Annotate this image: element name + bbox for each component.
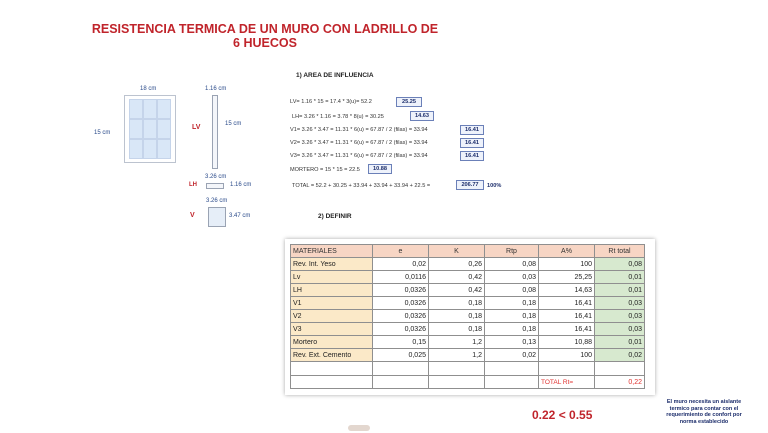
- lv-height-dim: 15 cm: [225, 121, 242, 127]
- header-rtp: Rtp: [485, 245, 539, 258]
- brick-width-dim: 18 cm: [140, 86, 157, 92]
- brick-hole: [157, 119, 171, 139]
- cell-k: 0,42: [429, 284, 485, 297]
- lv-width-dim: 1.16 cm: [205, 86, 227, 92]
- cell-rtp: 0,08: [485, 258, 539, 271]
- brick-height-dim: 15 cm: [94, 130, 111, 136]
- cell-e: 0,025: [373, 349, 429, 362]
- cell-k: 0,26: [429, 258, 485, 271]
- brick-hole: [129, 99, 143, 119]
- calc-mortero: MORTERO = 15 * 15 = 22.5: [290, 167, 360, 173]
- cell-material: V1: [291, 297, 373, 310]
- table-row: [291, 271, 645, 284]
- calc-v2-value: 16.41: [460, 138, 484, 148]
- cell-a-percent: 10,88: [539, 336, 595, 349]
- cell-a-percent: 16,41: [539, 310, 595, 323]
- table-row: [291, 336, 645, 349]
- cell-material: Mortero: [291, 336, 373, 349]
- calc-lh-value: 14.63: [410, 111, 434, 121]
- scroll-handle[interactable]: [348, 425, 370, 431]
- cell-rtp: 0,18: [485, 323, 539, 336]
- calc-lv-value: 25.25: [396, 97, 422, 107]
- v-width-dim: 3.26 cm: [206, 198, 228, 204]
- brick-hole: [129, 119, 143, 139]
- cell-material: V2: [291, 310, 373, 323]
- v-height-dim: 3.47 cm: [229, 213, 251, 219]
- brick-hole: [157, 139, 171, 159]
- cell-material: Rev. Ext. Cemento: [291, 349, 373, 362]
- cell-rtp: 0,02: [485, 349, 539, 362]
- cell-a-percent: 14,63: [539, 284, 595, 297]
- lv-shape: [212, 95, 218, 169]
- cell-k: 0,18: [429, 323, 485, 336]
- cell-k: 0,18: [429, 297, 485, 310]
- cell-rt-total: 0,03: [595, 323, 645, 336]
- cell-rt-total: 0,03: [595, 310, 645, 323]
- total-rt-label: TOTAL Rt=: [539, 376, 595, 389]
- cell-rt-total: 0,01: [595, 336, 645, 349]
- cell-rtp: 0,13: [485, 336, 539, 349]
- table-row: [291, 284, 645, 297]
- brick-hole: [143, 139, 157, 159]
- calc-lv: LV= 1.16 * 15 = 17.4 * 3(u)= 52.2: [290, 99, 372, 105]
- lv-label: LV: [192, 124, 201, 131]
- brick-hole: [157, 99, 171, 119]
- table-row-empty: [291, 362, 645, 376]
- calc-v2: V2= 3.26 * 3.47 = 11.31 * 6(u) = 67.87 / 2 (filas) = 33.94: [290, 140, 428, 146]
- page-title: [70, 22, 460, 50]
- lh-height-dim: 1.16 cm: [230, 182, 252, 188]
- cell-a-percent: 16,41: [539, 297, 595, 310]
- cell-k: 1,2: [429, 336, 485, 349]
- table-header-row: [291, 245, 645, 258]
- cell-e: 0,02: [373, 258, 429, 271]
- brick-hole: [143, 119, 157, 139]
- cell-e: 0,0326: [373, 323, 429, 336]
- lh-width-dim: 3.26 cm: [205, 174, 227, 180]
- calc-mortero-value: 10.88: [368, 164, 392, 174]
- cell-rtp: 0,18: [485, 297, 539, 310]
- title-line-2: 6 HUECOS: [233, 36, 297, 50]
- lh-label: LH: [189, 182, 197, 188]
- total-rt-value: 0,22: [595, 376, 645, 389]
- table-total-row: [291, 376, 645, 389]
- cell-material: V3: [291, 323, 373, 336]
- cell-e: 0,0326: [373, 310, 429, 323]
- cell-rtp: 0,03: [485, 271, 539, 284]
- cell-rtp: 0,08: [485, 284, 539, 297]
- cell-rt-total: 0,01: [595, 271, 645, 284]
- calc-v1-value: 16.41: [460, 125, 484, 135]
- cell-e: 0,15: [373, 336, 429, 349]
- v-label: V: [190, 212, 195, 219]
- cell-material: Lv: [291, 271, 373, 284]
- table-row: [291, 258, 645, 271]
- cell-k: 0,42: [429, 271, 485, 284]
- cell-a-percent: 16,41: [539, 323, 595, 336]
- cell-k: 0,18: [429, 310, 485, 323]
- cell-a-percent: 100: [539, 349, 595, 362]
- v-shape: [208, 207, 226, 227]
- header-k: K: [429, 245, 485, 258]
- cell-a-percent: 100: [539, 258, 595, 271]
- cell-k: 1,2: [429, 349, 485, 362]
- cell-rt-total: 0,08: [595, 258, 645, 271]
- cell-rtp: 0,18: [485, 310, 539, 323]
- table-row: [291, 323, 645, 336]
- section-definir: 2) DEFINIR: [318, 213, 352, 220]
- cell-e: 0,0326: [373, 297, 429, 310]
- section-area-influencia: 1) AREA DE INFLUENCIA: [296, 72, 374, 79]
- table-row: [291, 310, 645, 323]
- header-materiales: MATERIALES: [291, 245, 373, 258]
- cell-rt-total: 0,03: [595, 297, 645, 310]
- cell-e: 0,0116: [373, 271, 429, 284]
- lh-shape: [206, 183, 224, 189]
- cell-material: Rev. Int. Yeso: [291, 258, 373, 271]
- cell-rt-total: 0,01: [595, 284, 645, 297]
- calc-v1: V1= 3.26 * 3.47 = 11.31 * 6(u) = 67.87 / 2 (filas) = 33.94: [290, 127, 428, 133]
- brick-hole: [143, 99, 157, 119]
- cell-e: 0,0326: [373, 284, 429, 297]
- header-rt-total: Rt total: [595, 245, 645, 258]
- calc-v3: V3= 3.26 * 3.47 = 11.31 * 6(u) = 67.87 / 2 (filas) = 33.94: [290, 153, 428, 159]
- calc-total-value: 206.77: [456, 180, 484, 190]
- calc-v3-value: 16.41: [460, 151, 484, 161]
- calc-total: TOTAL = 52.2 + 30.25 + 33.94 + 33.94 + 33.94 + 22.5 =: [292, 183, 431, 189]
- cell-rt-total: 0,02: [595, 349, 645, 362]
- title-line-1: RESISTENCIA TERMICA DE UN MURO CON LADRILLO DE: [91, 22, 439, 36]
- brick-hole: [129, 139, 143, 159]
- calc-lh: LH= 3.26 * 1.16 = 3.78 * 8(u) = 30.25: [292, 114, 384, 120]
- calc-total-percent: 100%: [487, 183, 502, 189]
- table-row: [291, 297, 645, 310]
- comparison-result: 0.22 < 0.55: [532, 408, 593, 422]
- brick-diagram: [124, 95, 176, 163]
- header-a-percent: A%: [539, 245, 595, 258]
- cell-a-percent: 25,25: [539, 271, 595, 284]
- header-e: e: [373, 245, 429, 258]
- conclusion-note: El muro necesita un aislante termico para contar con el requerimiento de confort por norma establecido: [666, 399, 742, 425]
- cell-material: LH: [291, 284, 373, 297]
- table-row: [291, 349, 645, 362]
- materials-table: [290, 244, 645, 389]
